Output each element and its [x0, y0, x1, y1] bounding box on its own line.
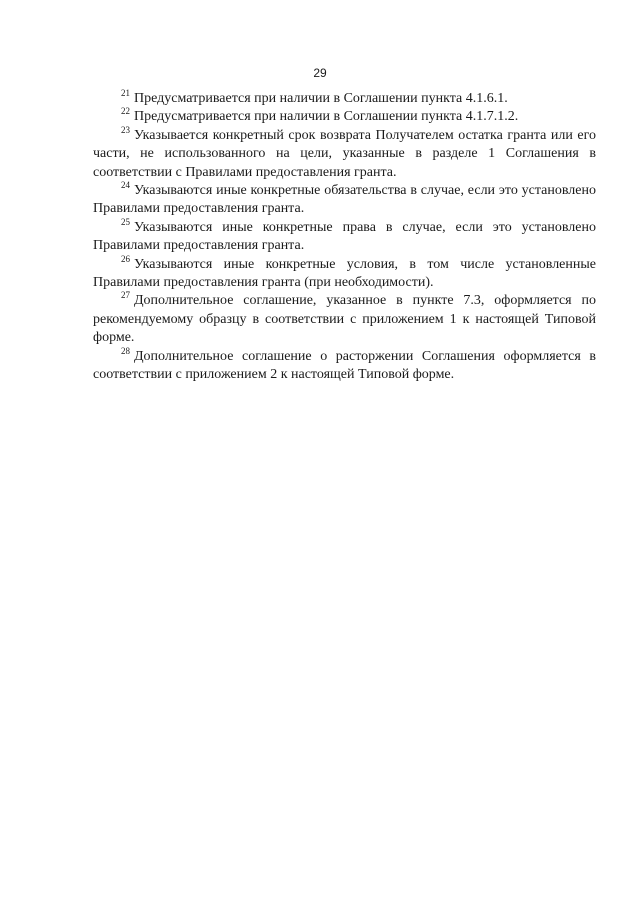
footnote-marker: 25 [121, 216, 130, 227]
footnote-text: Указываются иные конкретные условия, в том числе установленные Правилами предоставления гранта (при необходимости). [93, 256, 596, 291]
footnote-24 [93, 182, 596, 219]
footnote-marker: 24 [121, 180, 130, 191]
footnote-text: Дополнительное соглашение, указанное в пункте 7.3, оформляется по рекомендуемому образцу в соответствии с приложением 1 к настоящей Типовой форме. [93, 293, 596, 346]
footnote-text: Указываются иные конкретные обязательства в случае, если это установлено Правилами предоставления гранта. [93, 183, 596, 217]
footnotes-list [93, 90, 596, 385]
footnote-26 [93, 253, 596, 293]
footnote-marker: 28 [121, 345, 130, 356]
footnote-text: Указываются иные конкретные права в случае, если это установлено Правилами предоставления гранта. [93, 219, 596, 254]
footnote-text: Предусматривается при наличии в Соглашении пункта 4.1.6.1. [134, 91, 508, 106]
footnote-marker: 21 [121, 88, 130, 98]
footnote-27 [93, 292, 596, 347]
footnote-marker: 23 [121, 124, 130, 135]
footnote-text: Указывается конкретный срок возврата Получателем остатка гранта или его части, не использованного на цели, указанные в разделе 1 Соглашения в соответствии с Правилами предоставления гранта. [93, 127, 596, 180]
footnote-marker: 27 [121, 290, 130, 301]
footnote-25 [93, 216, 596, 256]
footnote-marker: 22 [121, 106, 130, 117]
footnote-text: Дополнительное соглашение о расторжении Соглашения оформляется в соответствии с приложением 2 к настоящей Типовой форме. [93, 348, 596, 383]
page-number: 29 [313, 66, 327, 80]
footnote-marker: 26 [121, 253, 130, 264]
footnote-28 [93, 345, 596, 385]
footnote-text: Предусматривается при наличии в Соглашении пункта 4.1.7.1.2. [134, 109, 519, 125]
footnote-22 [93, 108, 596, 126]
footnote-23 [93, 124, 596, 182]
footnote-21 [93, 90, 596, 108]
